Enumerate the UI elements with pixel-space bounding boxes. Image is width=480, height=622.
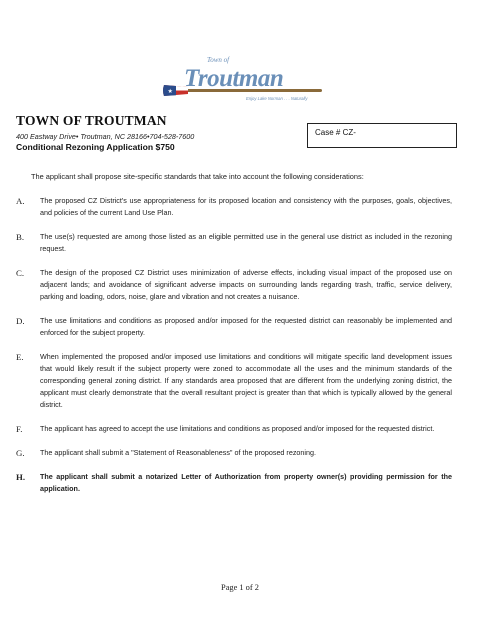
consideration-item [16,471,452,495]
item-letter: C. [16,268,25,278]
application-title: Conditional Rezoning Application $750 [16,142,175,152]
logo-town-of: Town of [207,56,230,64]
case-number-label: Case # CZ- [315,128,356,137]
item-text: The use limitations and conditions as proposed and/or imposed for the requested district can reasonably be implemented and enforced for the subject property. [40,316,452,337]
consideration-item [16,267,452,303]
item-letter: A. [16,196,25,206]
item-text: The applicant has agreed to accept the use limitations and conditions as proposed and/or imposed for the requested district. [40,424,435,433]
town-logo [160,52,330,102]
logo-name: Troutman [184,65,284,92]
item-text: The design of the proposed CZ District uses minimization of adverse effects, including visual impact of the proposed use on adjacent lands; and avoidance of significant adverse impacts on surrounding lands regarding trash, traffic, service delivery, parking and loading, odors, noise, glare and vibration and not creates a nuisance. [40,268,452,301]
item-letter: G. [16,448,25,458]
consideration-item [16,351,452,411]
considerations-list [16,195,452,495]
consideration-item [16,423,452,435]
case-number-field[interactable] [307,123,457,148]
svg-text:★: ★ [167,88,173,95]
consideration-item [16,231,452,255]
item-letter: D. [16,316,25,326]
org-title: TOWN OF TROUTMAN [16,113,167,128]
item-text: The applicant shall submit a notarized Letter of Authorization from property owner(s) providing permission for the application. [40,472,452,493]
item-letter: E. [16,352,24,362]
item-letter: B. [16,232,25,242]
consideration-item [16,195,452,219]
item-text: The use(s) requested are among those listed as an eligible permitted use in the general use district as included in the rezoning request. [40,232,452,253]
item-letter: H. [16,472,26,482]
page-number: Page 1 of 2 [221,583,259,592]
consideration-item [16,315,452,339]
intro-text: The applicant shall propose site-specific standards that take into account the following considerations: [31,172,364,181]
item-letter: F. [16,424,23,434]
address: 400 Eastway Drive• Troutman, NC 28166•704-528-7600 [16,132,195,141]
logo-tagline: Enjoy Lake Norman . . . Naturally [246,96,308,101]
item-text: The applicant shall submit a "Statement of Reasonableness" of the proposed rezoning. [40,448,316,457]
item-text: When implemented the proposed and/or imposed use limitations and conditions will mitigate specific land development issues that would likely result if the subject property were zoned to accommodate all the uses and the minimum standards of the corresponding general zoning district. If any standards area proposed that are different from the underlying zoning district, the applicant must clearly demonstrate that the overall resultant project is greater than that which is typically allowed by the general district. [40,352,452,409]
item-text: The proposed CZ District's use appropriateness for its proposed location and consistency with the purposes, goals, objectives, and policies of the current Land Use Plan. [40,196,452,217]
consideration-item [16,447,452,459]
